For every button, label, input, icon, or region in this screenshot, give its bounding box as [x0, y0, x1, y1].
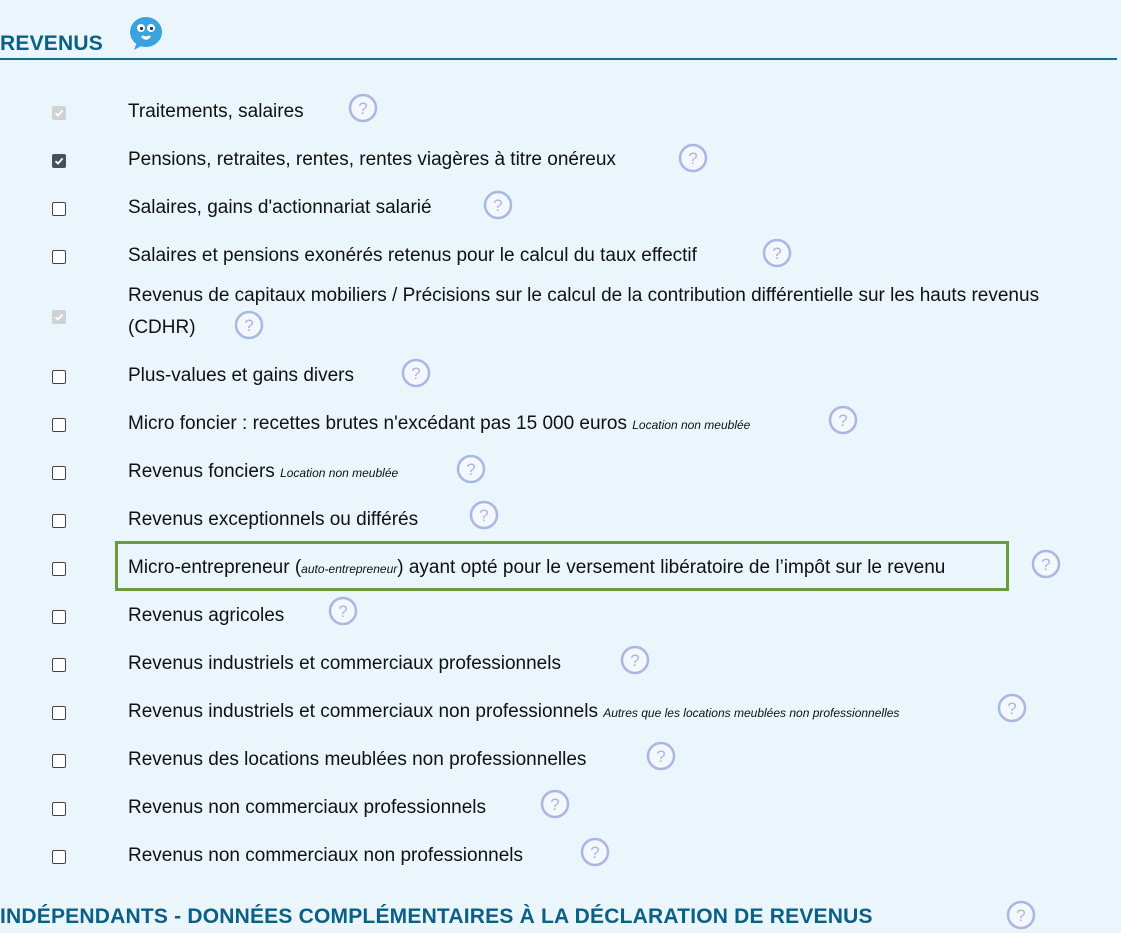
section-divider — [0, 58, 1117, 60]
label-text-post: ) ayant opté pour le versement libératoire de l’impôt sur le revenu — [397, 557, 946, 578]
help-icon[interactable] — [234, 310, 264, 340]
checkbox-micro-foncier[interactable] — [52, 418, 66, 432]
svg-text:?: ? — [1041, 555, 1051, 574]
label-salaires-exoneres: Salaires et pensions exonérés retenus pour le calcul du taux effectif — [128, 245, 697, 266]
svg-text:?: ? — [479, 506, 489, 525]
help-icon[interactable] — [348, 93, 378, 123]
label-suffix: Autres que les locations meublées non professionnelles — [603, 706, 900, 720]
help-icon[interactable] — [1031, 549, 1061, 579]
label-revenus-exceptionnels: Revenus exceptionnels ou différés — [128, 509, 419, 530]
svg-text:?: ? — [590, 843, 600, 862]
checkbox-plus-values[interactable] — [52, 370, 66, 384]
checkbox-bic-non-professionnels[interactable] — [52, 706, 66, 720]
help-icon[interactable] — [762, 238, 792, 268]
svg-text:?: ? — [550, 795, 560, 814]
income-row-traitements-salaires — [0, 96, 1121, 128]
section-title-independants: INDÉPENDANTS - DONNÉES COMPLÉMENTAIRES À LA DÉCLARATION DE REVENUS — [0, 905, 873, 928]
checkbox-micro-entrepreneur[interactable] — [52, 562, 66, 576]
help-icon[interactable] — [1006, 900, 1036, 930]
svg-text:?: ? — [493, 196, 503, 215]
income-row-pensions — [0, 144, 1121, 176]
label-suffix: Location non meublée — [280, 466, 399, 480]
help-icon[interactable] — [328, 596, 358, 626]
svg-text:?: ? — [656, 747, 666, 766]
section-title-revenus: REVENUS — [0, 32, 103, 55]
income-row-revenus-agricoles — [0, 600, 1121, 632]
income-row-revenus-fonciers — [0, 456, 1121, 488]
checkbox-locations-meublees[interactable] — [52, 754, 66, 768]
checkbox-bnc-non-professionnels[interactable] — [52, 850, 66, 864]
help-icon[interactable] — [646, 741, 676, 771]
svg-text:?: ? — [838, 411, 848, 430]
income-row-bnc-non-professionnels — [0, 840, 1121, 872]
label-revenus-agricoles: Revenus agricoles — [128, 605, 285, 626]
label-pensions: Pensions, retraites, rentes, rentes viagères à titre onéreux — [128, 149, 616, 170]
mascot-help-icon[interactable] — [129, 16, 163, 52]
income-row-locations-meublees — [0, 744, 1121, 776]
label-plus-values: Plus-values et gains divers — [128, 365, 354, 386]
help-icon[interactable] — [620, 645, 650, 675]
help-icon[interactable] — [456, 454, 486, 484]
label-micro-entrepreneur — [128, 552, 945, 585]
label-capitaux-mobiliers: Revenus de capitaux mobiliers / Précisions sur le calcul de la contribution différentielle sur les hauts revenus (CDHR) — [128, 285, 1040, 338]
svg-text:?: ? — [1007, 699, 1017, 718]
checkbox-revenus-agricoles[interactable] — [52, 610, 66, 624]
help-icon[interactable] — [483, 190, 513, 220]
checkbox-bnc-professionnels[interactable] — [52, 802, 66, 816]
label-text: Micro foncier : recettes brutes n'excédant pas 15 000 euros — [128, 413, 627, 434]
svg-text:?: ? — [358, 99, 368, 118]
label-traitements-salaires: Traitements, salaires — [128, 101, 304, 122]
label-bic-non-professionnels — [128, 696, 899, 729]
income-row-capitaux-mobiliers — [0, 280, 1121, 344]
svg-text:?: ? — [338, 602, 348, 621]
checkbox-capitaux-mobiliers[interactable] — [52, 310, 66, 324]
label-text: Revenus fonciers — [128, 461, 275, 482]
income-row-bnc-professionnels — [0, 792, 1121, 824]
label-text-pre: Micro-entrepreneur ( — [128, 557, 302, 578]
income-row-micro-foncier — [0, 408, 1121, 440]
svg-text:?: ? — [688, 149, 698, 168]
svg-text:?: ? — [1016, 906, 1026, 925]
svg-text:?: ? — [466, 460, 476, 479]
income-row-bic-professionnels — [0, 648, 1121, 680]
checkbox-salaires-actionnariat[interactable] — [52, 202, 66, 216]
label-locations-meublees: Revenus des locations meublées non professionnelles — [128, 749, 587, 770]
help-icon[interactable] — [678, 143, 708, 173]
income-row-plus-values — [0, 360, 1121, 392]
income-row-salaires-actionnariat — [0, 192, 1121, 224]
income-row-bic-non-professionnels — [0, 696, 1121, 728]
label-micro-foncier — [128, 408, 750, 441]
label-bic-professionnels: Revenus industriels et commerciaux professionnels — [128, 653, 561, 674]
help-icon[interactable] — [997, 693, 1027, 723]
income-row-revenus-exceptionnels — [0, 504, 1121, 536]
svg-text:?: ? — [244, 316, 254, 335]
label-salaires-actionnariat: Salaires, gains d'actionnariat salarié — [128, 197, 432, 218]
svg-text:?: ? — [772, 244, 782, 263]
help-icon[interactable] — [580, 837, 610, 867]
label-suffix: Location non meublée — [632, 418, 751, 432]
income-row-micro-entrepreneur — [0, 552, 1121, 584]
label-revenus-fonciers — [128, 456, 398, 489]
income-row-salaires-exoneres — [0, 240, 1121, 272]
checkbox-salaires-exoneres[interactable] — [52, 250, 66, 264]
help-icon[interactable] — [401, 358, 431, 388]
help-icon[interactable] — [540, 789, 570, 819]
checkbox-revenus-fonciers[interactable] — [52, 466, 66, 480]
svg-text:?: ? — [630, 651, 640, 670]
checkbox-traitements-salaires[interactable] — [52, 106, 66, 120]
label-bnc-professionnels: Revenus non commerciaux professionnels — [128, 797, 487, 818]
svg-text:?: ? — [411, 364, 421, 383]
help-icon[interactable] — [469, 500, 499, 530]
label-text: Revenus industriels et commerciaux non professionnels — [128, 701, 598, 722]
checkbox-pensions[interactable] — [52, 154, 66, 168]
help-icon[interactable] — [828, 405, 858, 435]
checkbox-bic-professionnels[interactable] — [52, 658, 66, 672]
checkbox-revenus-exceptionnels[interactable] — [52, 514, 66, 528]
label-bnc-non-professionnels: Revenus non commerciaux non professionnels — [128, 845, 523, 866]
label-text-small: auto-entrepreneur — [301, 562, 398, 576]
